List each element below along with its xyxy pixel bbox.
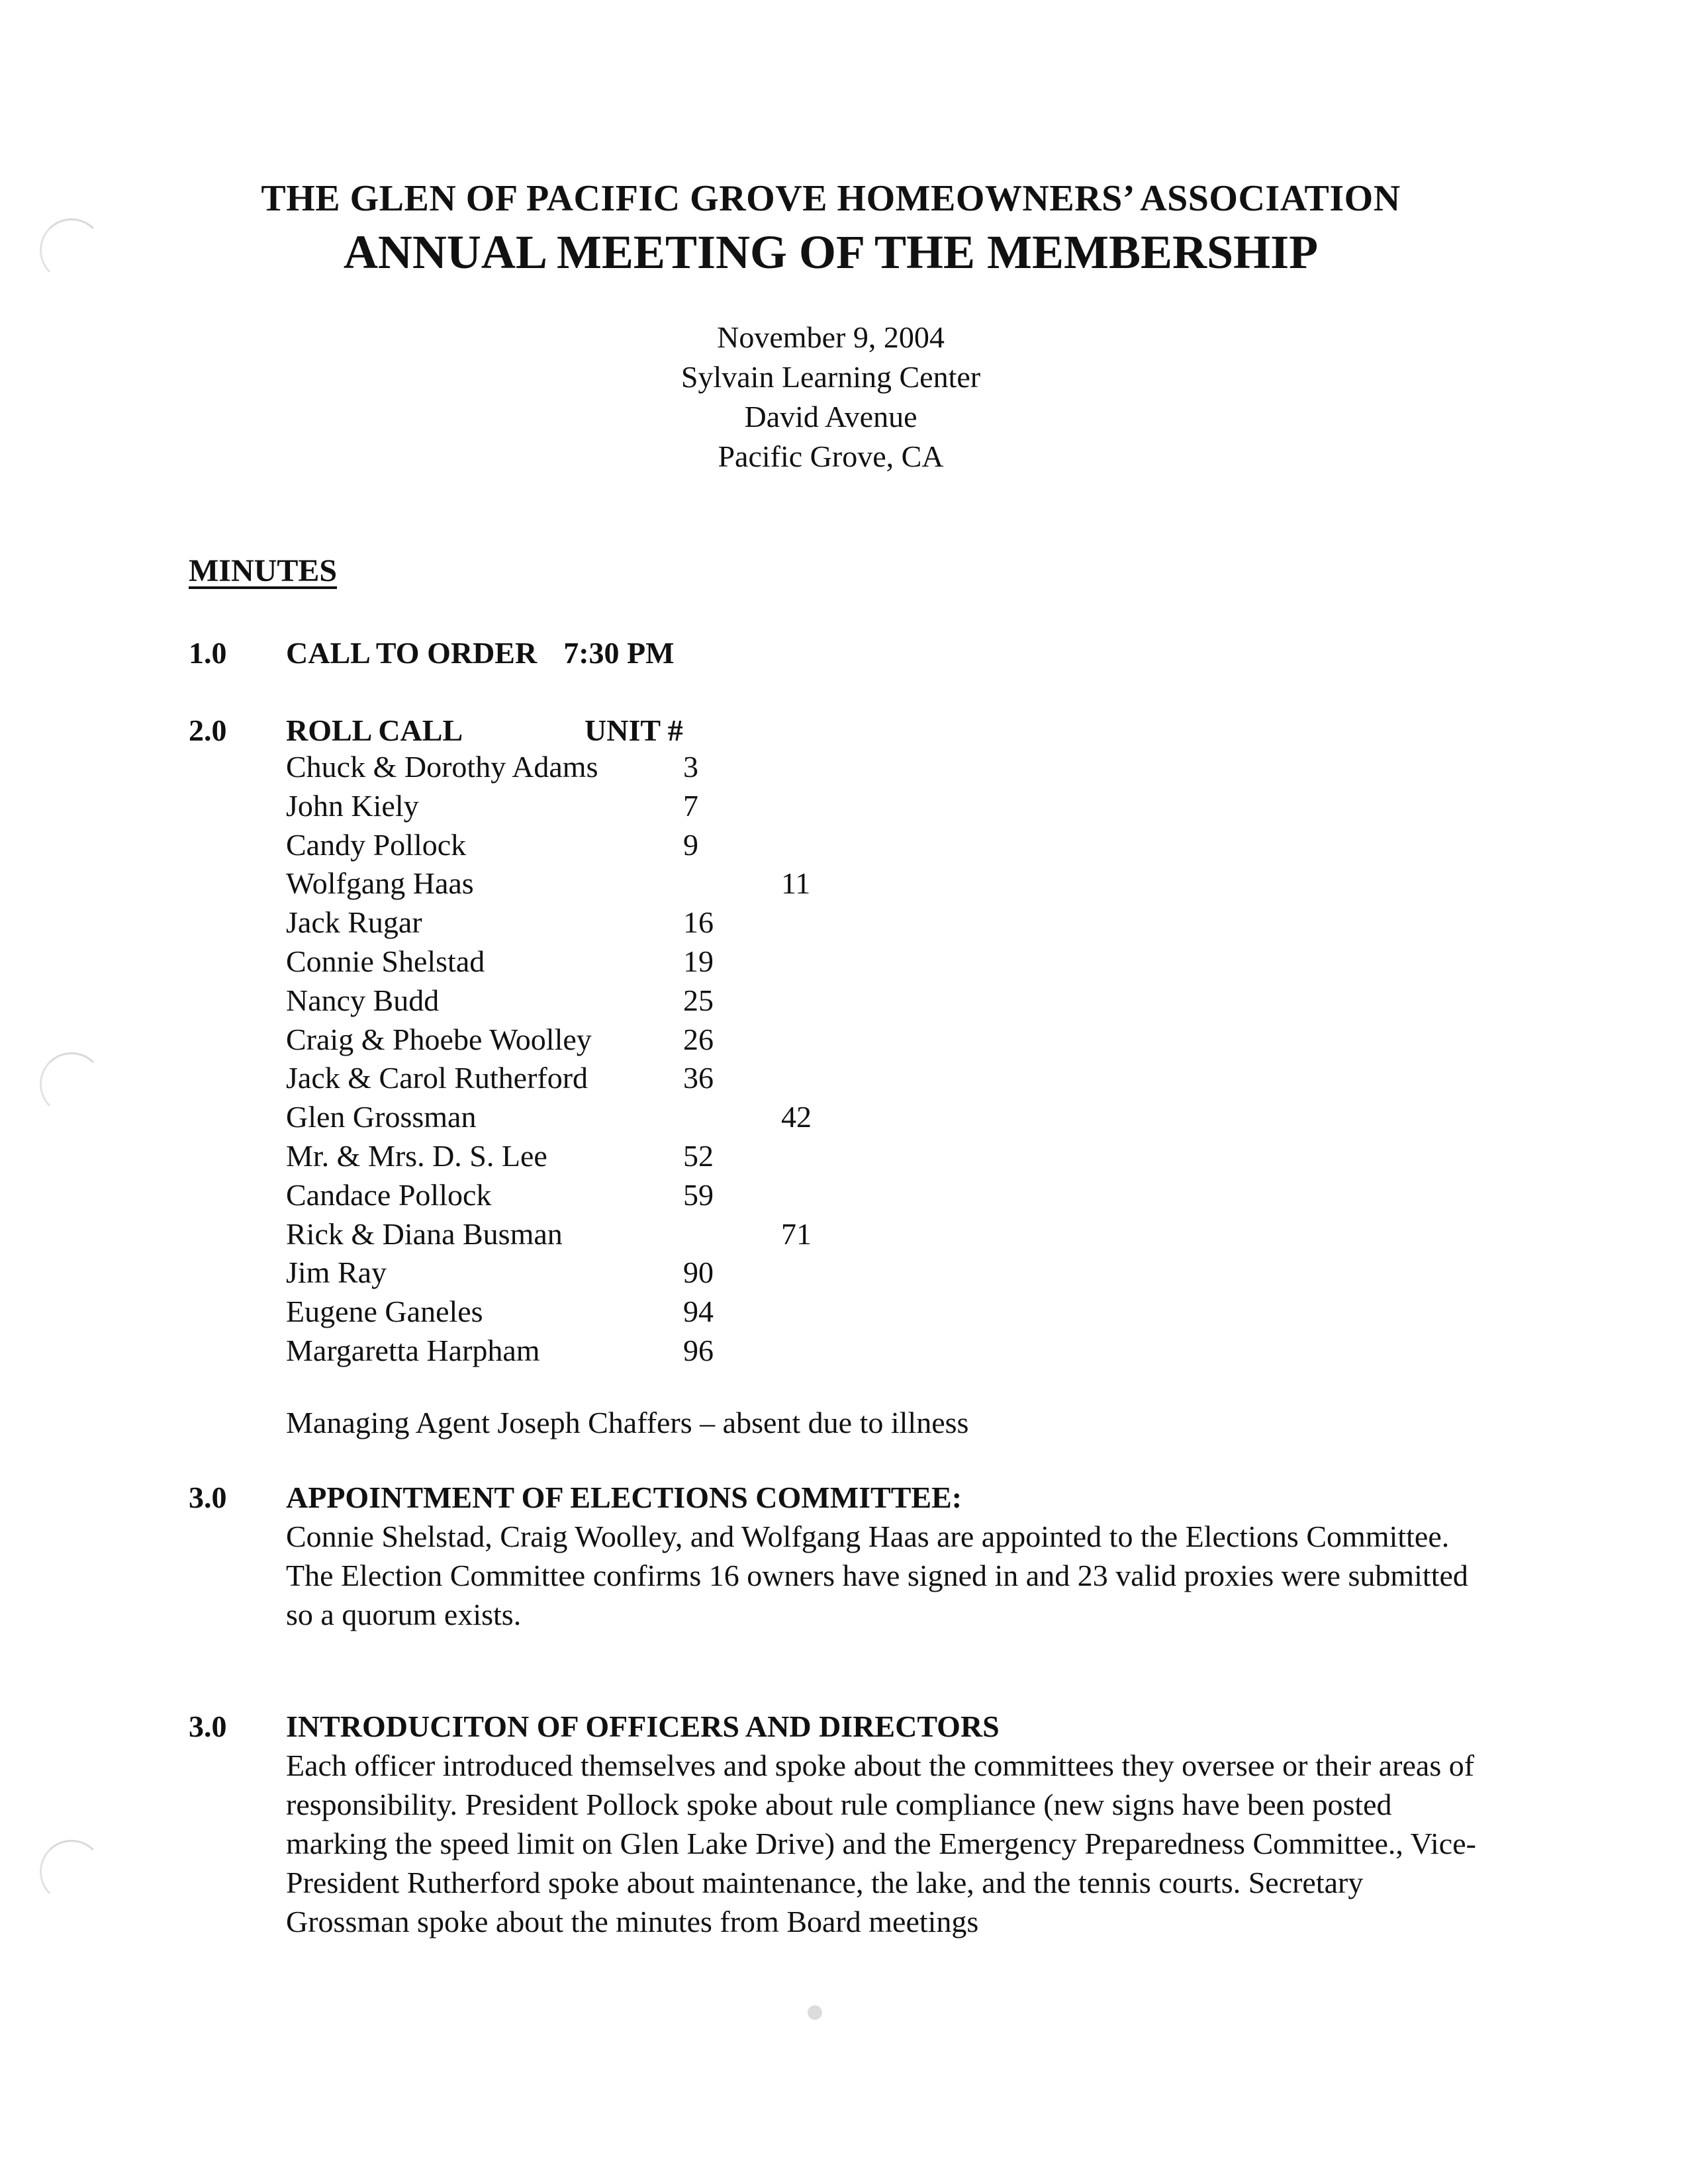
member-name: John Kiely	[286, 788, 419, 823]
punch-hole-mark	[40, 1840, 103, 1903]
member-name: Mr. & Mrs. D. S. Lee	[286, 1138, 547, 1173]
member-name: Eugene Ganeles	[286, 1295, 483, 1329]
roll-call-row	[286, 1098, 1213, 1137]
elections-committee-text	[286, 1517, 1477, 1634]
member-name: Candy Pollock	[286, 827, 467, 862]
roll-call-row	[286, 1021, 1213, 1060]
member-name: Jack & Carol Rutherford	[286, 1061, 588, 1095]
punch-hole-mark	[40, 1052, 103, 1116]
unit-number: 19	[683, 944, 714, 978]
roll-call-row	[286, 1176, 1213, 1215]
section-number: 3.0	[189, 1480, 227, 1514]
member-name: Jack Rugar	[286, 905, 422, 940]
member-name: Candace Pollock	[286, 1177, 492, 1212]
unit-number: 42	[781, 1100, 812, 1134]
meeting-title: ANNUAL MEETING OF THE MEMBERSHIP	[343, 226, 1319, 279]
member-name: Glen Grossman	[286, 1100, 477, 1134]
roll-call-row	[286, 1059, 1213, 1098]
section-title: CALL TO ORDER	[286, 636, 538, 670]
roll-call-row	[286, 942, 1213, 981]
member-name: Craig & Phoebe Woolley	[286, 1022, 592, 1056]
roll-call-row	[286, 981, 1213, 1021]
section-title-roll-call: ROLL CALL	[286, 713, 463, 747]
paragraph: Connie Shelstad, Craig Woolley, and Wolfgang Haas are appointed to the Elections Committee.	[286, 1520, 1450, 1553]
meeting-info	[0, 318, 1662, 477]
unit-number: 11	[781, 866, 811, 901]
unit-number: 52	[683, 1138, 714, 1173]
section-number: 2.0	[189, 713, 227, 747]
unit-number: 3	[683, 750, 698, 784]
scan-speck	[808, 2005, 822, 2020]
member-name: Jim Ray	[286, 1255, 387, 1290]
meeting-street: David Avenue	[744, 400, 917, 433]
meeting-date: November 9, 2004	[717, 320, 945, 354]
officers-directors-text	[286, 1746, 1477, 1941]
section-number: 3.0	[189, 1709, 227, 1743]
section-number: 1.0	[189, 636, 227, 670]
unit-number: 59	[683, 1177, 714, 1212]
member-name: Connie Shelstad	[286, 944, 485, 978]
paragraph: Each officer introduced themselves and spoke about the committees they oversee or their areas of responsibility. President Pollock spoke about rule compliance (new signs have been posted marking the speed limit on Glen Lake Drive) and the Emergency Preparedness Committee., Vice-President Rutherford spoke about maintenance, the lake, and the tennis courts. Secretary Grossman spoke about the minutes from Board meetings	[286, 1749, 1476, 1938]
roll-call-list	[286, 748, 1213, 1371]
unit-number: 9	[683, 827, 698, 862]
roll-call-row	[286, 826, 1213, 865]
section-heading-call-to-order	[286, 635, 675, 670]
meeting-venue: Sylvain Learning Center	[680, 360, 981, 394]
unit-number: 25	[683, 983, 714, 1017]
unit-number: 36	[683, 1061, 714, 1095]
section-title-officers-directors: INTRODUCITON OF OFFICERS AND DIRECTORS	[286, 1709, 1000, 1743]
call-to-order-time: 7:30 PM	[563, 636, 675, 670]
organization-name: THE GLEN OF PACIFIC GROVE HOMEOWNERS’ ASSOCIATION	[261, 178, 1401, 219]
member-name: Chuck & Dorothy Adams	[286, 750, 598, 784]
unit-number: 90	[683, 1255, 714, 1290]
roll-call-row	[286, 1293, 1213, 1332]
roll-call-row	[286, 787, 1213, 826]
unit-number: 16	[683, 905, 714, 940]
roll-call-row	[286, 1332, 1213, 1371]
member-name: Wolfgang Haas	[286, 866, 474, 901]
roll-call-row	[286, 864, 1213, 903]
member-name: Rick & Diana Busman	[286, 1216, 563, 1251]
section-title-elections-committee: APPOINTMENT OF ELECTIONS COMMITTEE:	[286, 1480, 962, 1514]
member-name: Margaretta Harpham	[286, 1333, 540, 1367]
roll-call-row	[286, 1137, 1213, 1176]
unit-number: 7	[683, 788, 698, 823]
roll-call-row	[286, 903, 1213, 942]
unit-column-header: UNIT #	[585, 713, 683, 747]
minutes-heading: MINUTES	[189, 553, 338, 588]
roll-call-row	[286, 748, 1213, 787]
unit-number: 71	[781, 1216, 812, 1251]
unit-number: 94	[683, 1295, 714, 1329]
member-name: Nancy Budd	[286, 983, 440, 1017]
roll-call-row	[286, 1215, 1213, 1254]
paragraph: The Election Committee confirms 16 owners have signed in and 23 valid proxies were submitted so a quorum exists.	[286, 1559, 1468, 1631]
unit-number: 96	[683, 1333, 714, 1367]
managing-agent-note: Managing Agent Joseph Chaffers – absent due to illness	[286, 1406, 969, 1439]
unit-number: 26	[683, 1022, 714, 1056]
meeting-city: Pacific Grove, CA	[718, 439, 944, 473]
roll-call-row	[286, 1253, 1213, 1293]
